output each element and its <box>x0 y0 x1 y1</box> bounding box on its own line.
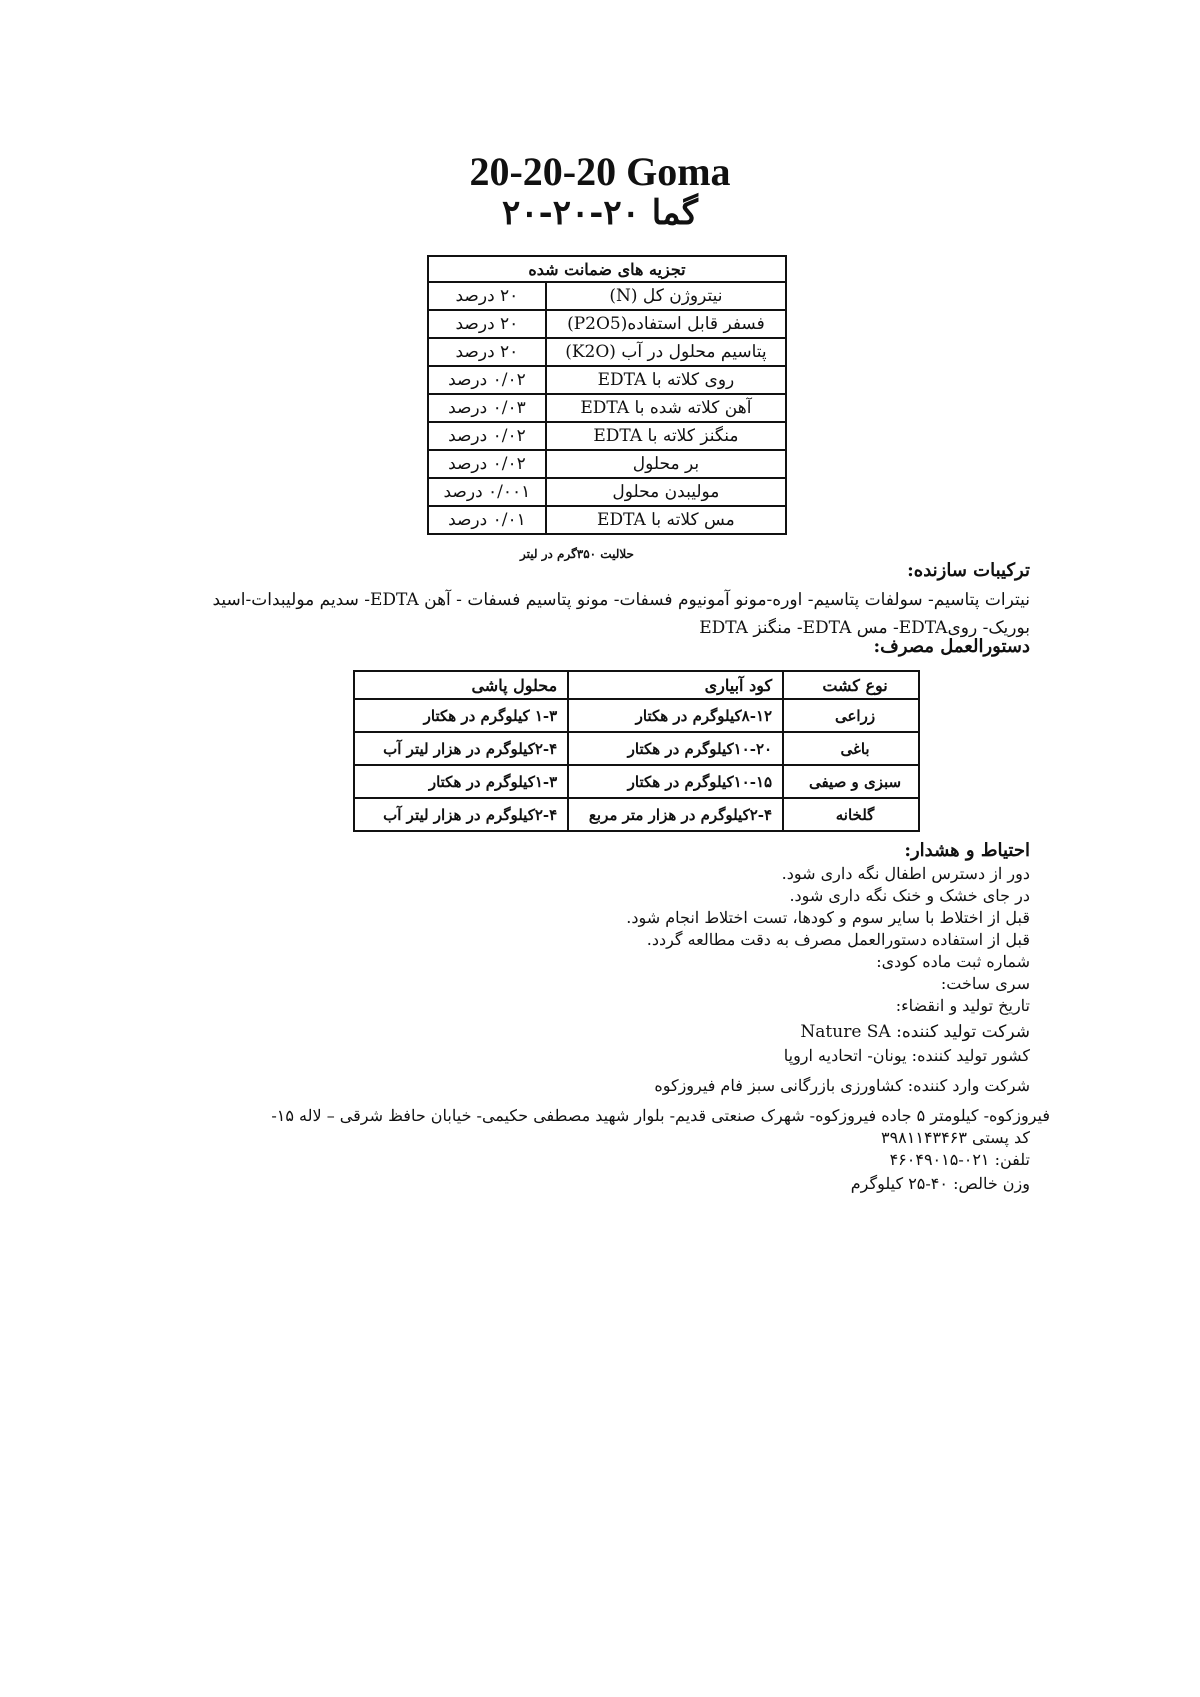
net-weight: وزن خالص: ۴۰-۲۵ کیلوگرم <box>850 1174 1030 1193</box>
analysis-value: ۰/۰۳ درصد <box>428 394 546 422</box>
analysis-name: منگنز کلاته با EDTA <box>546 422 786 450</box>
analysis-name: آهن کلاته شده با EDTA <box>546 394 786 422</box>
col-crop-type: نوع کشت <box>783 671 919 699</box>
analysis-name: فسفر قابل استفاده(P2O5) <box>546 310 786 338</box>
title-persian: گما ۲۰-۲۰-۲۰ <box>502 193 698 233</box>
fertigation-rate: ۸-۱۲کیلوگرم در هکتار <box>568 699 783 732</box>
components-text: نیترات پتاسیم- سولفات پتاسیم- اوره-مونو آمونیوم فسفات- مونو پتاسیم فسفات - آهن EDTA- سدیم مولیبدات-اسید بوریک- رویEDTA- مس EDTA- منگنز EDTA <box>212 590 1030 638</box>
analysis-name: نیتروژن کل (N) <box>546 282 786 310</box>
analysis-value: ۰/۰۱ درصد <box>428 506 546 534</box>
fertigation-rate: ۲-۴کیلوگرم در هزار متر مربع <box>568 798 783 831</box>
foliar-rate: ۲-۴کیلوگرم در هزار لیتر آب <box>354 798 568 831</box>
crop-type: سبزی و صیفی <box>783 765 919 798</box>
analysis-value: ۰/۰۲ درصد <box>428 366 546 394</box>
crop-type: باغی <box>783 732 919 765</box>
foliar-rate: ۱-۳کیلوگرم در هکتار <box>354 765 568 798</box>
table-row <box>428 366 786 394</box>
analysis-name: بر محلول <box>546 450 786 478</box>
crop-type: زراعی <box>783 699 919 732</box>
analysis-name: مولیبدن محلول <box>546 478 786 506</box>
analysis-name: پتاسیم محلول در آب (K2O) <box>546 338 786 366</box>
analysis-header: تجزیه های ضمانت شده <box>428 256 786 282</box>
caution-line: قبل از استفاده دستورالعمل مصرف به دقت مطالعه گردد. <box>646 930 1030 949</box>
caution-line: در جای خشک و خنک نگه داری شود. <box>789 886 1030 905</box>
table-row <box>428 450 786 478</box>
producer-company: شرکت تولید کننده: Nature SA <box>800 1022 1030 1042</box>
analysis-value: ۲۰ درصد <box>428 310 546 338</box>
col-fertigation: کود آبیاری <box>568 671 783 699</box>
table-row <box>354 732 919 765</box>
foliar-rate: ۱-۳ کیلوگرم در هکتار <box>354 699 568 732</box>
table-row <box>428 478 786 506</box>
fertigation-rate: ۱۰-۲۰کیلوگرم در هکتار <box>568 732 783 765</box>
usage-header-row <box>354 671 919 699</box>
address: فیروزکوه- کیلومتر ۵ جاده فیروزکوه- شهرک صنعتی قدیم- بلوار شهید مصطفی حکیمی- خیابان حافظ شرقی – لاله ۱۵- <box>271 1106 1050 1125</box>
col-foliar: محلول پاشی <box>354 671 568 699</box>
table-row <box>428 310 786 338</box>
table-row <box>428 506 786 534</box>
postal-code: کد پستی ۳۹۸۱۱۴۳۴۶۳ <box>880 1128 1030 1147</box>
registration-number: شماره ثبت ماده کودی: <box>876 952 1030 971</box>
table-row <box>354 699 919 732</box>
producer-country: کشور تولید کننده: یونان- اتحادیه اروپا <box>783 1046 1030 1065</box>
batch-number: سری ساخت: <box>940 974 1030 993</box>
table-row <box>428 422 786 450</box>
foliar-rate: ۲-۴کیلوگرم در هزار لیتر آب <box>354 732 568 765</box>
components-title: ترکیبات سازنده: <box>907 560 1030 581</box>
usage-title: دستورالعمل مصرف: <box>873 636 1030 657</box>
analysis-value: ۰/۰۲ درصد <box>428 422 546 450</box>
production-expiry-date: تاریخ تولید و انقضاء: <box>895 996 1030 1015</box>
fertigation-rate: ۱۰-۱۵کیلوگرم در هکتار <box>568 765 783 798</box>
caution-line: قبل از اختلاط با سایر سوم و کودها، تست اختلاط انجام شود. <box>626 908 1030 927</box>
analysis-value: ۰/۰۲ درصد <box>428 450 546 478</box>
importer-company: شرکت وارد کننده: کشاورزی بازرگانی سبز فام فیروزکوه <box>654 1076 1030 1095</box>
table-row <box>428 338 786 366</box>
caution-title: احتیاط و هشدار: <box>904 840 1030 861</box>
analysis-value: ۲۰ درصد <box>428 338 546 366</box>
analysis-name: روی کلاته با EDTA <box>546 366 786 394</box>
table-row <box>354 798 919 831</box>
analysis-name: مس کلاته با EDTA <box>546 506 786 534</box>
analysis-value: ۲۰ درصد <box>428 282 546 310</box>
crop-type: گلخانه <box>783 798 919 831</box>
guaranteed-analysis-table <box>427 255 787 535</box>
phone: تلفن: ۰۲۱-۴۶۰۴۹۰۱۵ <box>889 1150 1030 1169</box>
analysis-value: ۰/۰۰۱ درصد <box>428 478 546 506</box>
usage-table <box>353 670 920 832</box>
solubility-note: حلالیت ۳۵۰گرم در لیتر <box>520 547 634 561</box>
caution-line: دور از دسترس اطفال نگه داری شود. <box>781 864 1030 883</box>
table-row <box>428 394 786 422</box>
title-english: 20-20-20 Goma <box>469 149 731 194</box>
table-row <box>354 765 919 798</box>
table-row <box>428 282 786 310</box>
